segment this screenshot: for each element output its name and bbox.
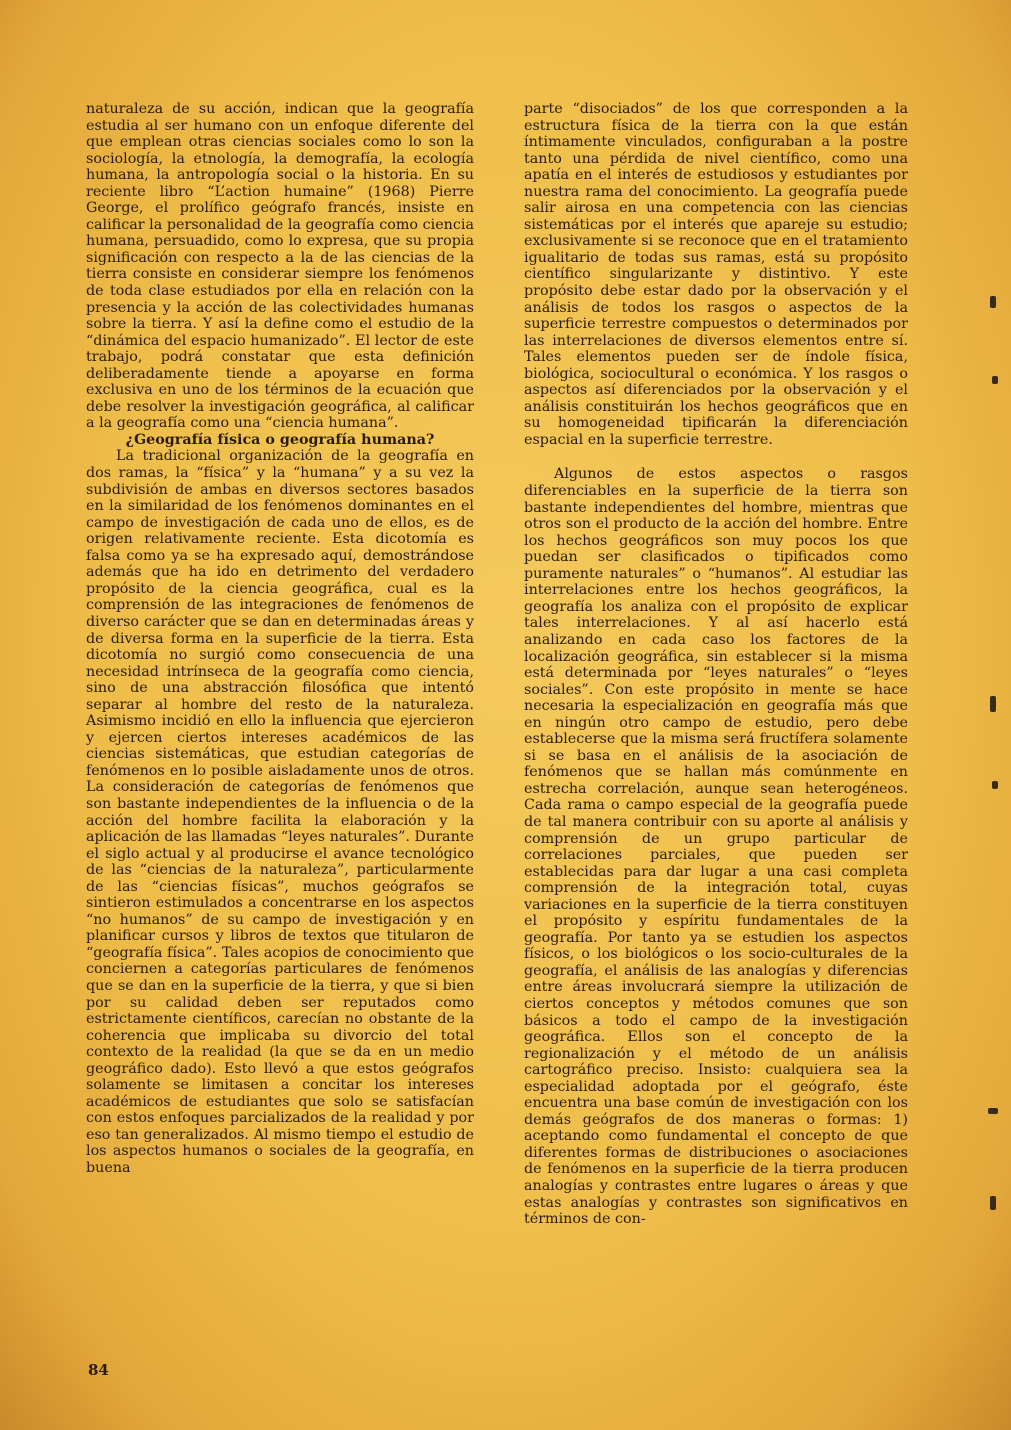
edge-mark — [990, 296, 996, 308]
left-column — [86, 101, 474, 1177]
paragraph-gap — [524, 448, 908, 466]
edge-mark — [992, 781, 998, 789]
page-number: 84 — [88, 1361, 109, 1379]
paragraph: La tradicional organización de la geografía en dos ramas, la “física” y la “humana” y a su vez la subdivisión de ambas en diversos sectores basados en la similaridad de los fenómenos dominantes en el campo de investigación de cada uno de ellos, es de origen relativamente reciente. Esta dicotomía es falsa como ya se ha expresado aquí, demostrándose además que ha ido en detrimento del verdadero propósito de la ciencia geográfica, cual es la comprensión de las integraciones de fenómenos de diverso carácter que se dan en determinadas áreas y de diversa forma en la superficie de la tierra. Esta dicotomía no surgió como consecuencia de una necesidad intrínseca de la geografía como ciencia, sino de una abstracción filosófica que intentó separar al hombre del resto de la naturaleza. Asimismo incidió en ello la influencia que ejercieron y ejercen ciertos intereses académicos de las ciencias sistemáticas, que estudian categorías de fenómenos en lo posible aisladamente unos de otros. La consideración de categorías de fenómenos que son bastante independientes de la influencia o de la acción del hombre facilita la elaboración y la aplicación de las llamadas “leyes naturales”. Durante el siglo actual y al producirse el avance tecnológico de las “ciencias de la naturaleza”, particularmente de las “ciencias físicas”, muchos geógrafos se sintieron estimulados a concentrarse en los aspectos “no humanos” de su campo de investigación y en planificar cursos y libros de textos que titularon de “geografía física”. Tales acopios de conocimiento que conciernen a categorías particulares de fenómenos que se dan en la superficie de la tierra, y que si bien por su calidad deben ser reputados como estrictamente científicos, carecían no obstante de la coherencia que implicaba su divorcio del total contexto de la realidad (la que se da en un medio geográfico dado). Esto llevó a que estos geógrafos solamente se limitasen a concitar los intereses académicos de estudiantes que solo se satisfacían con estos enfoques parcializados de la realidad y por eso tan generalizados. Al mismo tiempo el estudio de los aspectos humanos o sociales de la geografía, en buena — [86, 448, 474, 1176]
edge-mark — [990, 696, 996, 712]
paragraph: Algunos de estos aspectos o rasgos diferenciables en la superficie de la tierra son bastante independientes del hombre, mientras que otros son el producto de la acción del hombre. Entre los hechos geográficos son muy pocos los que puedan ser clasificados o tipificados como puramente naturales” o “humanos”. Al estudiar las interrelaciones entre los hechos geográficos, la geografía los analiza con el propósito de explicar tales interrelaciones. Y al así hacerlo está analizando en cada caso los factores de la localización geográfica, sin establecer si la misma está determinada por “leyes naturales” o “leyes sociales”. Con este propósito in mente se hace necesaria la especialización en geografía más que en ningún otro campo de estudio, pero debe establecerse que la misma será fructífera solamente si se basa en el análisis de la asociación de fenómenos que se hallan más comúnmente en estrecha correlación, aunque sean heterogéneos. Cada rama o campo especial de la geografía puede de tal manera contribuir con su aporte al análisis y comprensión de un grupo particular de correlaciones parciales, que pueden ser establecidas para dar lugar a una casi completa comprensión de la integración total, cuyas variaciones en la superficie de la tierra constituyen el propósito y espíritu fundamentales de la geografía. Por tanto ya se estudien los aspectos físicos, o los biológicos o los socio-culturales de la geografía, el análisis de las analogías y diferencias entre áreas involucrará siempre la utilización de ciertos conceptos y métodos comunes que son básicos a todo el campo de la investigación geográfica. Ellos son el concepto de la regionalización y el método de un análisis cartográfico preciso. Insisto: cualquiera sea la especialidad adoptada por el geógrafo, éste encuentra una base común de investigación con los demás geógrafos de dos maneras o formas: 1) aceptando como fundamental el concepto de que diferentes formas de distribuciones o asociaciones de fenómenos en la superficie de la tierra producen analogías y contrastes entre lugares o áreas y que estas analogías y contrastes son significativos en términos de con- — [524, 466, 908, 1228]
paragraph: naturaleza de su acción, indican que la geografía estudia al ser humano con un enfoque diferente del que emplean otras ciencias sociales como lo son la sociología, la etnología, la demografía, la ecología humana, la antropología social o la historia. En su reciente libro “L’action humaine” (1968) Pierre George, el prolífico geógrafo francés, insiste en calificar la personalidad de la geografía como ciencia humana, persuadido, como lo expresa, que su propia significación con respecto a la de las ciencias de la tierra consiste en considerar siempre los fenómenos de toda clase estudiados por ella en relación con la presencia y la acción de las colectividades humanas sobre la tierra. Y así la define como el estudio de la “dinámica del espacio humanizado”. El lector de este trabajo, podrá constatar que esta definición deliberadamente tiende a apoyarse en forma exclusiva en uno de los términos de la ecuación que debe resolver la investigación geográfica, al calificar a la geografía como una “ciencia humana”. — [86, 101, 474, 432]
right-column — [524, 101, 908, 1228]
edge-mark — [992, 376, 998, 384]
section-heading: ¿Geografía física o geografía humana? — [125, 431, 435, 448]
paragraph: parte “disociados” de los que corresponden a la estructura física de la tierra con la que están íntimamente vinculados, configuraban a la postre tanto una pérdida de nivel científico, como una apatía en el interés de estudiosos y estudiantes por nuestra rama del conocimiento. La geografía puede salir airosa en una competencia con las ciencias sistemáticas por el interés que apareje su estudio; exclusivamente si se reconoce que en el tratamiento igualitario de todas sus ramas, está su propósito científico singularizante y distintivo. Y este propósito debe estar dado por la observación y el análisis de todos los rasgos o aspectos de la superficie terrestre compuestos o determinados por las interrelaciones de diversos elementos entre sí. Tales elementos pueden ser de índole física, biológica, sociocultural o económica. Y los rasgos o aspectos así diferenciados por la observación y el análisis constituirán los hechos geográficos que en su homogeneidad tipificarán la diferenciación espacial en la superficie terrestre. — [524, 101, 908, 448]
edge-mark — [988, 1108, 998, 1114]
edge-mark — [990, 1196, 996, 1210]
